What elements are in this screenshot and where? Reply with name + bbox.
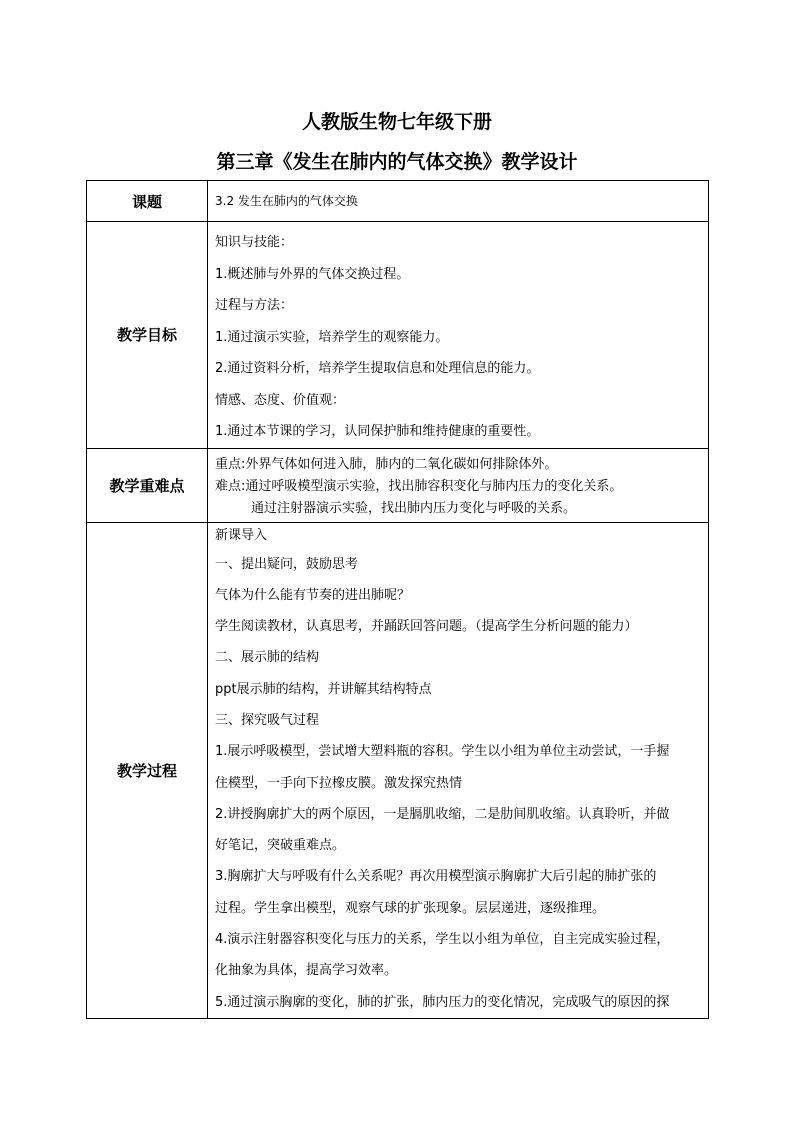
topic-label: 课题: [87, 181, 208, 222]
row-key-points: [87, 448, 709, 522]
process-line: 气体为什么能有节奏的进出肺呢？: [215, 587, 411, 603]
topic-value: 3.2 发生在肺内的气体交换: [215, 194, 358, 208]
objectives-line: 知识与技能：: [215, 235, 294, 250]
key-point-line: 通过注射器演示实验，找出肺内压力变化与呼吸的关系。: [251, 500, 577, 516]
process-line: 学生阅读教材，认真思考，并踊跃回答问题。（提高学生分析问题的能力）: [215, 619, 638, 635]
process-line: 一、提出疑问，鼓励思考: [215, 556, 359, 572]
objectives-line: 过程与方法：: [215, 298, 294, 313]
document-title: 人教版生物七年级下册: [301, 111, 492, 133]
process-line: 2.讲授胸廓扩大的两个原因，一是膈肌收缩，二是肋间肌收缩。认真聆听，并做: [215, 806, 670, 822]
process-line: 新课导入: [215, 527, 268, 543]
process-line: 三、探究吸气过程: [215, 712, 320, 728]
row-objectives: [87, 222, 709, 449]
objectives-line: 1.通过演示实验，培养学生的观察能力。: [215, 329, 449, 345]
key-point-line: 难点:通过呼吸模型演示实验，找出肺容积变化与肺内压力的变化关系。: [215, 478, 623, 494]
row-process: [87, 522, 709, 1018]
objectives-line: 1.通过本节课的学习，认同保护肺和维持健康的重要性。: [215, 424, 540, 439]
objectives-line: 情感、态度、价值观：: [215, 392, 346, 408]
process-line: 好笔记，突破重难点。: [215, 838, 346, 854]
process-label: 教学过程: [87, 522, 208, 1018]
objectives-content: [208, 222, 709, 449]
process-line: 住模型，一手向下拉橡皮膜。激发探究热情: [215, 775, 463, 791]
key-points-content: [208, 448, 709, 522]
objectives-line: 2.通过资料分析，培养学生提取信息和处理信息的能力。: [215, 361, 540, 376]
row-topic: [87, 181, 709, 222]
key-points-label: 教学重难点: [87, 448, 208, 522]
lesson-plan-table: [86, 180, 709, 1019]
document-subtitle: 第三章《发生在肺内的气体交换》教学设计: [216, 151, 578, 173]
topic-value-cell: [208, 181, 709, 222]
process-line: 3.胸廓扩大与呼吸有什么关系呢？再次用模型演示胸廓扩大后引起的肺扩张的: [215, 869, 657, 885]
process-line: 5.通过演示胸廓的变化，肺的扩张，肺内压力的变化情况，完成吸气的原因的探: [215, 994, 670, 1010]
objectives-line: 1.概述肺与外界的气体交换过程。: [215, 266, 410, 282]
process-line: 二、展示肺的结构: [215, 650, 320, 666]
objectives-label: 教学目标: [87, 222, 208, 449]
key-point-line: 重点:外界气体如何进入肺，肺内的二氧化碳如何排除体外。: [215, 456, 558, 472]
process-content: [208, 522, 709, 1018]
process-line: 过程。学生拿出模型，观察气球的扩张现象。层层递进，逐级推理。: [215, 900, 606, 916]
process-line: 化抽象为具体，提高学习效率。: [215, 963, 398, 979]
process-line: 4.演示注射器容积变化与压力的关系，学生以小组为单位，自主完成实验过程，: [215, 932, 670, 948]
process-line: 1.展示呼吸模型，尝试增大塑料瓶的容积。学生以小组为单位主动尝试，一手握: [215, 744, 670, 760]
process-line: ppt展示肺的结构，并讲解其结构特点: [215, 681, 432, 697]
